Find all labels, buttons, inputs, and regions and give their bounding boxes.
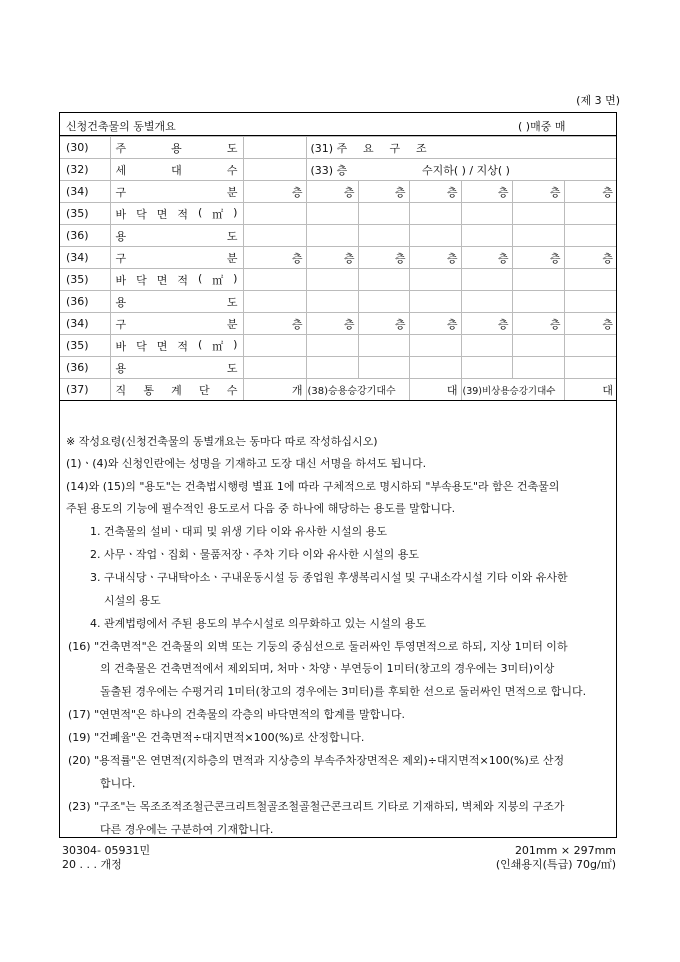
label-floor-area: 바 닥 면 적 ( ㎡ ) [110,335,243,357]
row-division [60,313,616,335]
floor-count-value[interactable]: 지하( ) / 지상( ) [432,163,510,177]
instruction-line: (14)와 (15)의 "용도"는 건축법시행령 별표 1에 따라 구체적으로 명시하되 "부속용도"라 함은 건축물의 [66,480,560,493]
floor-area-cell[interactable] [306,335,358,357]
use-cell[interactable] [358,291,409,313]
floor-area-cell[interactable] [358,335,409,357]
instruction-line: 의 건축물은 건축면적에서 제외되며, 처마ㆍ차양ㆍ부연등이 1미터(창고의 경우에는 3미터)이상 [100,662,555,675]
row-floor-area [60,335,616,357]
instruction-line: 다른 경우에는 구분하여 기재합니다. [100,823,274,836]
use-cell[interactable] [409,225,461,247]
floor-area-cell[interactable] [512,269,564,291]
revision-date: 20 . . . 개정 [62,858,122,871]
floor-cell[interactable]: 층 [512,313,564,335]
use-cell[interactable] [409,291,461,313]
instruction-line: (17) "연면적"은 하나의 건축물의 각층의 바닥면적의 합계를 말합니다. [68,708,405,721]
floor-cell[interactable]: 층 [409,313,461,335]
floor-area-cell[interactable] [564,335,616,357]
instruction-line: 돌출된 경우에는 수평거리 1미터(창고의 경우에는 3미터)를 후퇴한 선으로 둘러싸인 면적으로 합니다. [100,685,587,698]
floor-area-cell[interactable] [358,203,409,225]
floor-cell[interactable]: 층 [564,181,616,203]
use-cell[interactable] [358,357,409,379]
building-overview-table [60,136,616,401]
use-cell[interactable] [306,357,358,379]
floor-area-cell[interactable] [512,203,564,225]
row-num: (34) [60,247,110,269]
label-floor-count: 층 수 [336,163,433,177]
households-value[interactable] [243,159,306,181]
row-division [60,247,616,269]
form-code: 30304- 05931민 [62,844,151,857]
row-main-use [60,137,616,159]
footer-right [470,844,616,872]
row-num: (35) [60,269,110,291]
floor-cell[interactable]: 층 [358,181,409,203]
floor-cell[interactable]: 층 [461,313,512,335]
row-num: (32) [60,159,110,181]
row-stairs [60,379,616,401]
floor-area-cell[interactable] [461,269,512,291]
floor-cell[interactable]: 층 [461,181,512,203]
floor-area-cell[interactable] [243,269,306,291]
floor-cell[interactable]: 층 [243,313,306,335]
floor-area-cell[interactable] [243,335,306,357]
instruction-line: 시설의 용도 [104,594,161,607]
stairs-value[interactable]: 개 [243,379,306,401]
use-cell[interactable] [409,357,461,379]
instruction-line: 주된 용도의 기능에 필수적인 용도로서 다음 중 하나에 해당하는 용도를 말합니다. [66,502,456,515]
footer-left [62,844,150,872]
row-households [60,159,616,181]
use-cell[interactable] [243,225,306,247]
label-use: 용 도 [110,357,243,379]
label-main-use: 주 용 도 [110,137,243,159]
row-num: (31) [310,141,334,155]
instruction-line: 4. 관계법령에서 주된 용도의 부수시설로 의무화하고 있는 시설의 용도 [90,617,426,630]
use-cell[interactable] [306,291,358,313]
floor-cell[interactable]: 층 [306,313,358,335]
floor-cell[interactable]: 층 [243,181,306,203]
label-use: 용 도 [110,225,243,247]
instruction-line: (16) "건축면적"은 건축물의 외벽 또는 기둥의 중심선으로 둘러싸인 투영면적으로 하되, 지상 1미터 이하 [68,640,568,653]
row-num: (34) [60,181,110,203]
page-number-label: (제 3 면) [576,94,620,107]
paper-spec: (인쇄용지(특급) 70g/㎡) [495,858,616,871]
floor-cell[interactable]: 층 [409,181,461,203]
instruction-line: ※ 작성요령(신청건축물의 동별개요는 동마다 따로 작성하십시오) [66,435,378,448]
instruction-line: (23) "구조"는 목조조적조철근콘크리트철골조철골철근콘크리트 기타로 기재하되, 벽체와 지붕의 구조가 [68,800,565,813]
label-passenger-elevators: (38)승용승강기대수 [306,379,409,401]
use-cell[interactable] [306,225,358,247]
label-use: 용 도 [110,291,243,313]
label-division: 구 분 [110,247,243,269]
floor-cell[interactable]: 층 [512,247,564,269]
row-num: (34) [60,313,110,335]
instruction-line: (20) "용적률"은 연면적(지하층의 면적과 지상층의 부속주차장면적은 제외)÷대지면적×100(%)로 산정 [68,754,565,767]
label-stairs: 직 통 계 단 수 [110,379,243,401]
row-num: (35) [60,203,110,225]
floor-area-cell[interactable] [512,335,564,357]
label-division: 구 분 [110,313,243,335]
passenger-elevators-value[interactable]: 대 [409,379,461,401]
use-cell[interactable] [358,225,409,247]
main-use-value[interactable] [243,137,306,159]
row-floor-area [60,203,616,225]
floor-cell[interactable]: 층 [243,247,306,269]
row-num: (36) [60,357,110,379]
form-title: 신청건축물의 동별개요 [66,120,176,133]
row-use [60,225,616,247]
floor-area-cell[interactable] [358,269,409,291]
row-num: (33) [310,163,334,177]
instruction-line: 합니다. [100,777,136,790]
floor-area-cell[interactable] [461,203,512,225]
instruction-line: 2. 사무ㆍ작업ㆍ집회ㆍ물품저장ㆍ주차 기타 이와 유사한 시설의 용도 [90,548,420,561]
use-cell[interactable] [512,225,564,247]
floor-area-cell[interactable] [564,269,616,291]
emergency-elevators-value[interactable]: 대 [564,379,616,401]
row-use [60,357,616,379]
floor-cell[interactable]: 층 [564,313,616,335]
sheet-count-field[interactable]: ( )매중 매 [518,120,566,133]
instruction-line: (1)ㆍ(4)와 신청인란에는 성명을 기재하고 도장 대신 서명을 하셔도 됩니다. [66,457,427,470]
row-floor-area [60,269,616,291]
use-cell[interactable] [243,291,306,313]
row-num: (37) [60,379,110,401]
row-num: (30) [60,137,110,159]
floor-cell[interactable]: 층 [409,247,461,269]
row-num: (36) [60,291,110,313]
instruction-line: (19) "건폐율"은 건축면적÷대지면적×100(%)로 산정합니다. [68,731,365,744]
use-cell[interactable] [243,357,306,379]
use-cell[interactable] [564,291,616,313]
floor-cell[interactable]: 층 [512,181,564,203]
use-cell[interactable] [461,357,512,379]
floor-cell[interactable]: 층 [358,247,409,269]
floor-area-cell[interactable] [409,203,461,225]
use-cell[interactable] [461,225,512,247]
row-num: (36) [60,225,110,247]
floor-cell[interactable]: 층 [306,247,358,269]
floor-cell[interactable]: 층 [306,181,358,203]
row-use [60,291,616,313]
label-emergency-elevators: (39)비상용승강기대수 [461,379,564,401]
floor-area-cell[interactable] [243,203,306,225]
form-title-row [60,113,616,136]
label-main-structure: 주 요 구 조 [336,141,427,155]
instruction-line: 1. 건축물의 설비ㆍ대피 및 위생 기타 이와 유사한 시설의 용도 [90,525,387,538]
instruction-line: 3. 구내식당ㆍ구내탁아소ㆍ구내운동시설 등 종업원 후생복리시설 및 구내소각시설 기타 이와 유사한 [90,571,568,584]
use-cell[interactable] [564,225,616,247]
use-cell[interactable] [564,357,616,379]
label-floor-area: 바 닥 면 적 ( ㎡ ) [110,269,243,291]
floor-area-cell[interactable] [409,269,461,291]
use-cell[interactable] [512,291,564,313]
floor-cell[interactable]: 층 [358,313,409,335]
floor-area-cell[interactable] [461,335,512,357]
floor-area-cell[interactable] [409,335,461,357]
row-num: (35) [60,335,110,357]
main-structure-cell [306,137,616,159]
floor-cell[interactable]: 층 [461,247,512,269]
label-division: 구 분 [110,181,243,203]
floor-area-cell[interactable] [306,203,358,225]
label-households: 세 대 수 [110,159,243,181]
label-floor-area: 바 닥 면 적 ( ㎡ ) [110,203,243,225]
floor-area-cell[interactable] [306,269,358,291]
paper-size: 201mm × 297mm [514,844,616,857]
floor-cell[interactable]: 층 [564,247,616,269]
use-cell[interactable] [512,357,564,379]
floor-area-cell[interactable] [564,203,616,225]
building-overview-form [59,112,617,838]
floor-count-cell [306,159,616,181]
row-division [60,181,616,203]
use-cell[interactable] [461,291,512,313]
